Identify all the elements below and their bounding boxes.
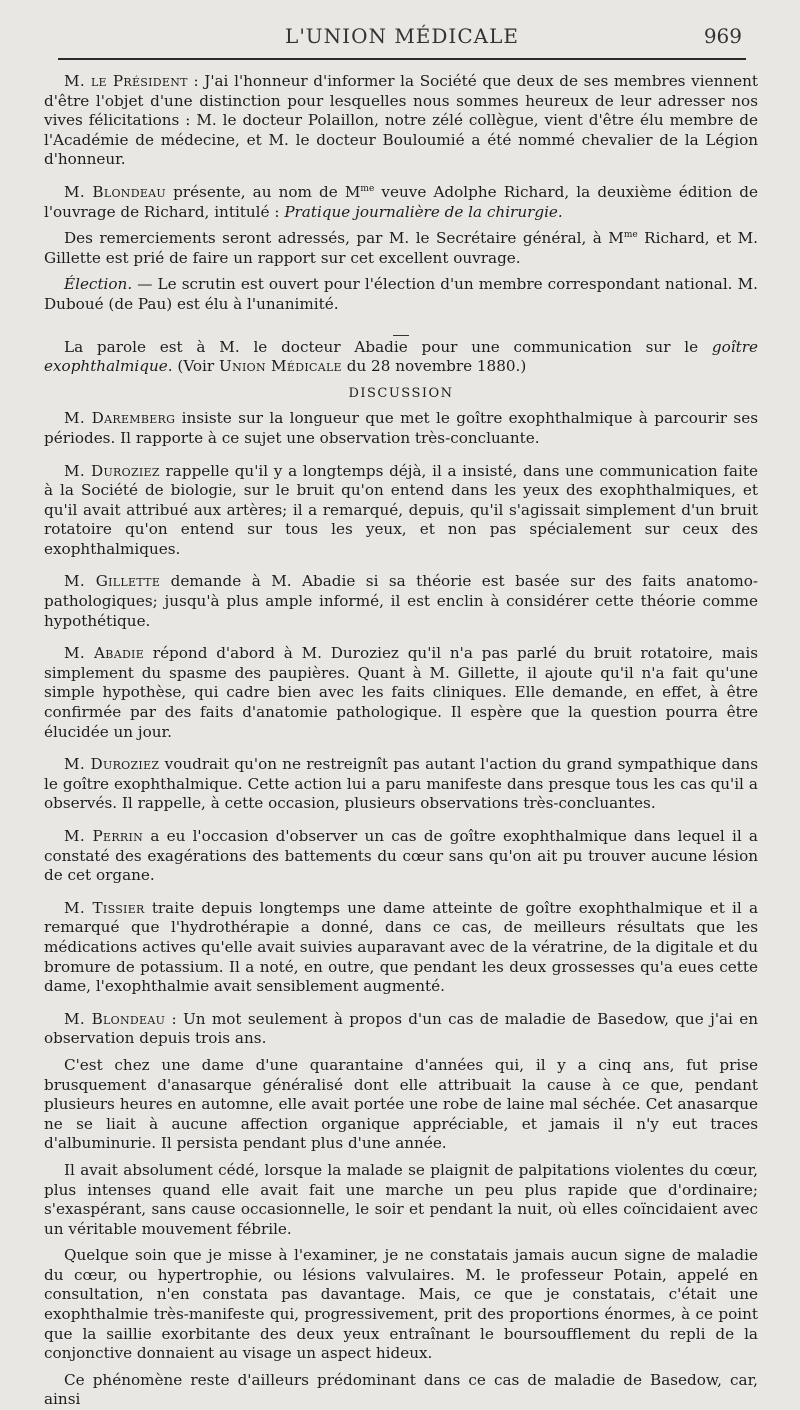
paragraph-text: a eu l'occasion d'observer un cas de goître exophthalmique dans lequel il a constaté des exagérations des battements du cœur sans qu'on ait pu trouver aucune lésion de cet organe. bbox=[44, 827, 758, 885]
topic-title: goître exophthalmique. bbox=[44, 337, 758, 376]
paragraph-text: — Le scrutin est ouvert pour l'élection d'un membre correspondant national. M. Duboué (de Pau) est élu à l'unanimité. bbox=[44, 275, 758, 313]
section-label: Élection. bbox=[64, 275, 133, 294]
paragraph-president bbox=[44, 72, 758, 170]
article-body bbox=[40, 60, 762, 1410]
running-header bbox=[58, 0, 746, 60]
paragraph-perrin bbox=[44, 827, 758, 886]
paragraph-text: répond d'abord à M. Duroziez qu'il n'a pas parlé du bruit rotatoire, mais simplement du spasme des paupières. Quant à M. Gillette, il ajoute qu'il n'a fait qu'une simple hypothèse, qui cadre bien avec les faits cliniques. Elle demande, en effet, à être confirmée par des faits d'anatomie pathologique. Il espère que la question pourra être élucidée un jour. bbox=[44, 644, 758, 741]
book-title: Pratique journalière de la chirurgie. bbox=[284, 202, 563, 221]
paragraph-duroziez-1 bbox=[44, 462, 758, 560]
speaker-name: M. Tissier bbox=[64, 898, 145, 917]
paragraph-daremberg bbox=[44, 409, 758, 448]
paragraph-text: Des remerciements seront adressés, par M. le Secrétaire général, à M bbox=[64, 229, 624, 248]
speaker-name: M. le Président bbox=[64, 72, 188, 90]
page-number: 969 bbox=[703, 24, 742, 48]
paragraph-text: : J'ai l'honneur d'informer la Société que deux de ses membres viennent d'être l'objet d'une distinction pour lesquelles nous sommes heureux de leur adresser nos vives félicitations : M. le docteur Polaillon, notre zélé collègue, vient d'être élu membre de l'Académie de médecine, et M. le docteur Bouloumié a été nommé chevalier de la Légion d'honneur. bbox=[44, 72, 759, 169]
paragraph-continuation: Ce phénomène reste d'ailleurs prédominant dans ce cas de maladie de Basedow, car, ainsi bbox=[44, 1370, 758, 1409]
paragraph-remerciements bbox=[44, 229, 758, 268]
paragraph-election bbox=[44, 275, 758, 314]
speaker-name: M. Duroziez bbox=[64, 461, 160, 480]
speaker-name: M. Daremberg bbox=[64, 409, 176, 428]
running-title: L'UNION MÉDICALE bbox=[285, 24, 519, 48]
speaker-name: M. Blondeau bbox=[64, 182, 166, 201]
paragraph-tissier bbox=[44, 899, 758, 997]
speaker-name: M. Gillette bbox=[64, 572, 161, 591]
paragraph-examination: Quelque soin que je misse à l'examiner, je ne constatais jamais aucun signe de maladie du cœur, ou hypertrophie, ou lésions valvulaires. M. le professeur Potain, appelé en consultation, n'en constata pas davantage. Mais, ce que je constatais, c'était une exophthalmie très-manifeste qui, progressivement, prit des proportions énormes, à ce point que la saillie exorbitante des deux yeux entraînant le boursoufflement du repli de la conjonctive donnaient au visage un aspect hideux. bbox=[44, 1246, 758, 1363]
paragraph-abadie-communication bbox=[44, 338, 758, 377]
paragraph-text: La parole est à M. le docteur Abadie pour une communication sur le bbox=[64, 337, 712, 356]
superscript: me bbox=[623, 230, 638, 241]
paragraph-blondeau-presentation bbox=[44, 183, 758, 222]
discussion-heading: DISCUSSION bbox=[348, 385, 454, 401]
paragraph-text: (Voir bbox=[172, 357, 219, 376]
paragraph-text: traite depuis longtemps une dame atteinte de goître exophthalmique et il a remarqué que l'hydrothérapie a donné, dans ce cas, de meilleurs résultats que les médications actives qu'elle avait suivies auparavant avec de la vératrine, de la digitale et du bromure de potassium. Il a noté, en outre, que pendant les deux grossesses qu'a eues cette dame, l'exophthalmie avait sensiblement augmenté. bbox=[44, 898, 759, 996]
speaker-name: M. Duroziez bbox=[64, 755, 160, 774]
superscript: me bbox=[360, 183, 375, 194]
paragraph-blondeau-basedow bbox=[44, 1010, 758, 1049]
paragraph-text: voudrait qu'on ne restreignît pas autant l'action du grand sympathique dans le goître exophthalmique. Cette action lui a paru manifeste dans presque tous les cas qu'il a observés. Il rappelle, à cette occasion, plusieurs observations très-concluantes. bbox=[44, 755, 758, 813]
paragraph-text: rappelle qu'il y a longtemps déjà, il a insisté, dans une communication faite à la Société de biologie, sur le bruit qu'on entend dans les yeux des exophthalmiques, et qu'il avait attribué aux artères; il a remarqué, depuis, qu'il s'agissait simplement d'un bruit rotatoire qu'on entend sur tous les yeux, et non pas spécialement sur ceux des exophthalmiques. bbox=[44, 461, 759, 558]
paragraph-text: du 28 novembre 1880.) bbox=[341, 357, 527, 376]
paragraph-gillette bbox=[44, 572, 758, 631]
journal-name: Union Médicale bbox=[219, 357, 342, 376]
paragraph-text: veuve Adolphe Richard, la deuxième édition de l'ouvrage de Richard, intitulé : bbox=[44, 182, 758, 221]
separator-dash bbox=[44, 322, 758, 334]
paragraph-palpitations: Il avait absolument cédé, lorsque la malade se plaignit de palpitations violentes du cœur, plus intenses quand elle avait fait une marche un peu plus rapide que d'ordinaire; s'exaspérant, sans cause occasionnelle, le soir et pendant la nuit, où elles coïncidaient avec un véritable mouvement fébrile. bbox=[44, 1160, 758, 1238]
speaker-name: M. Blondeau bbox=[64, 1009, 166, 1028]
speaker-name: M. Abadie bbox=[64, 644, 145, 663]
speaker-name: M. Perrin bbox=[64, 827, 144, 845]
paragraph-text: Richard, et M. Gillette est prié de faire un rapport sur cet excellent ouvrage. bbox=[44, 229, 758, 267]
paragraph-text: : Un mot seulement à propos d'un cas de maladie de Basedow, que j'ai en observation depuis trois ans. bbox=[44, 1009, 758, 1048]
paragraph-duroziez-2 bbox=[44, 755, 758, 814]
paragraph-text: présente, au nom de M bbox=[165, 182, 361, 201]
paragraph-text: insiste sur la longueur que met le goître exophthalmique à parcourir ses périodes. Il rapporte à ce sujet une observation très-concluante. bbox=[44, 409, 759, 447]
paragraph-abadie-reply bbox=[44, 644, 758, 742]
paragraph-text: demande à M. Abadie si sa théorie est basée sur des faits anatomo-pathologiques; jusqu'à plus ample informé, il est enclin à considérer cette théorie comme hypothétique. bbox=[44, 572, 758, 630]
paragraph-case-history: C'est chez une dame d'une quarantaine d'années qui, il y a cinq ans, fut prise brusquement d'anasarque généralisé dont elle attribuait la cause à ce que, pendant plusieurs heures en automne, elle avait portée une robe de laine mal séchée. Cet anasarque ne se liait à aucune affection organique appréciable, et jamais il n'y eut traces d'albuminurie. Il persista pendant plus d'une année. bbox=[44, 1055, 758, 1153]
